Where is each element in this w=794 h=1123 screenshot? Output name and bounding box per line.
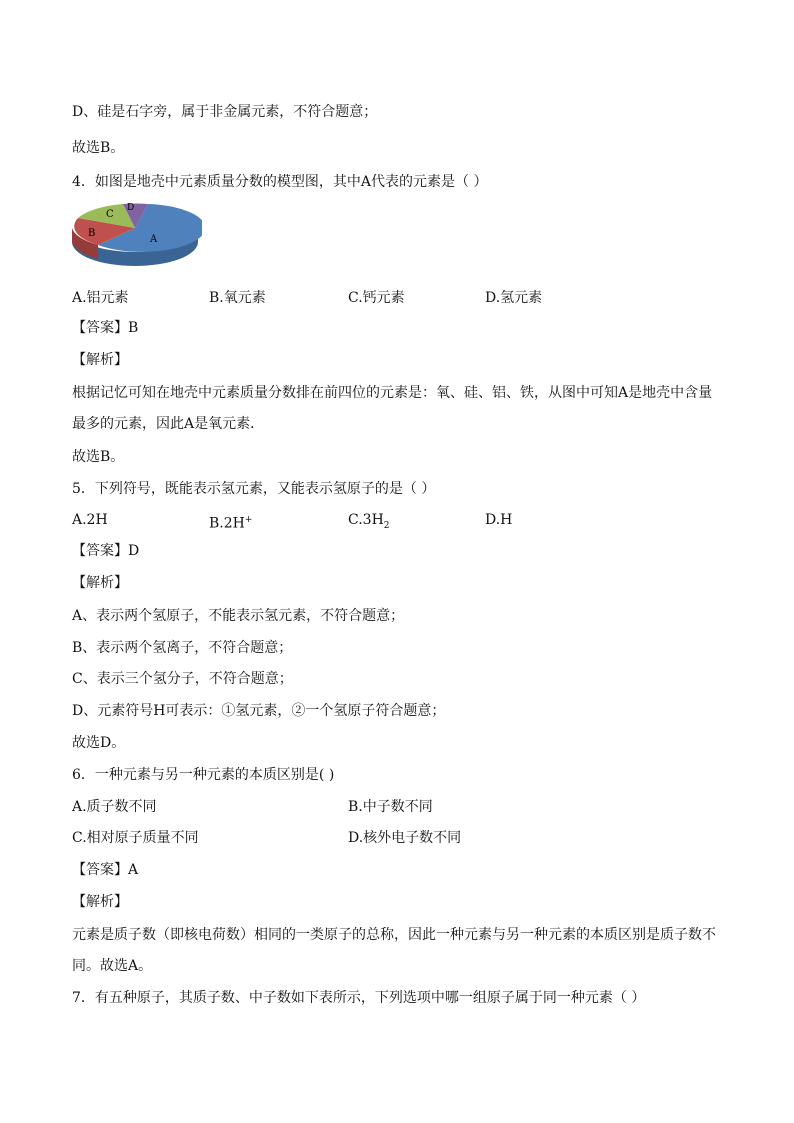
q4-answer: 【答案】B bbox=[72, 320, 139, 336]
q5-option-b-superscript: + bbox=[244, 515, 253, 525]
q7-stem: 7．有五种原子，其质子数、中子数如下表所示，下列选项中哪一组原子属于同一种元素（ ） bbox=[72, 990, 646, 1006]
q5-analysis-line-1: A、表示两个氢原子，不能表示氢元素，不符合题意； bbox=[72, 608, 405, 624]
q5-option-a bbox=[72, 510, 108, 530]
q4-analysis-line-2: 最多的元素，因此A是氧元素． bbox=[72, 416, 265, 432]
q6-answer: 【答案】A bbox=[72, 862, 139, 878]
q6-analysis-title: 【解析】 bbox=[72, 894, 128, 910]
q4-analysis-line-1: 根据记忆可知在地壳中元素质量分数排在前四位的元素是：氧、硅、铝、铁，从图中可知A是地壳中含量 bbox=[72, 385, 713, 401]
q5-option-c bbox=[348, 510, 390, 536]
q4-option-d: D.氢元素 bbox=[485, 290, 543, 306]
q4-pie-chart bbox=[68, 196, 202, 276]
q5-option-a-text: A.2H bbox=[72, 512, 108, 528]
pie-label-c: C bbox=[106, 209, 114, 220]
pie-label-b: B bbox=[88, 228, 96, 239]
q6-option-c: C.相对原子质量不同 bbox=[72, 830, 199, 846]
q5-option-b bbox=[209, 510, 252, 534]
prev-conclusion: 故选B。 bbox=[72, 140, 125, 156]
q5-option-c-subscript: 2 bbox=[383, 520, 390, 531]
q4-stem: 4．如图是地壳中元素质量分数的模型图，其中A代表的元素是（ ） bbox=[72, 174, 488, 190]
q6-stem: 6．一种元素与另一种元素的本质区别是( ) bbox=[72, 767, 335, 783]
q6-option-d: D.核外电子数不同 bbox=[348, 830, 462, 846]
q5-analysis-line-2: B、表示两个氢离子，不符合题意； bbox=[72, 640, 293, 656]
q6-analysis-line-2: 同。故选A。 bbox=[72, 958, 153, 974]
q4-analysis-title: 【解析】 bbox=[72, 352, 128, 368]
q4-conclusion: 故选B。 bbox=[72, 449, 125, 465]
q4-option-c: C.钙元素 bbox=[348, 290, 405, 306]
prev-option-d-analysis: D、硅是石字旁，属于非金属元素，不符合题意； bbox=[72, 104, 378, 120]
q4-option-a: A.铝元素 bbox=[72, 290, 129, 306]
q5-option-c-text: C.3H bbox=[348, 512, 384, 528]
q6-option-b: B.中子数不同 bbox=[348, 799, 433, 815]
q6-analysis-line-1: 元素是质子数（即核电荷数）相同的一类原子的总称，因此一种元素与另一种元素的本质区别是质子数不 bbox=[72, 927, 716, 943]
q5-option-d bbox=[485, 510, 512, 530]
q5-analysis-title: 【解析】 bbox=[72, 575, 128, 591]
q5-analysis-line-3: C、表示三个氢分子，不符合题意； bbox=[72, 671, 293, 687]
pie-label-d: D bbox=[127, 203, 135, 213]
q5-answer: 【答案】D bbox=[72, 543, 140, 559]
q4-option-b: B.氧元素 bbox=[209, 290, 266, 306]
q6-option-a: A.质子数不同 bbox=[72, 799, 157, 815]
q5-stem: 5．下列符号，既能表示氢元素，又能表示氢原子的是（ ） bbox=[72, 481, 436, 497]
q5-analysis-line-4: D、元素符号H可表示：①氢元素，②一个氢原子符合题意； bbox=[72, 703, 446, 719]
q5-conclusion: 故选D。 bbox=[72, 735, 126, 751]
q5-option-b-text: B.2H bbox=[209, 515, 245, 532]
pie-label-a: A bbox=[150, 234, 158, 245]
q5-option-d-text: D.H bbox=[485, 512, 513, 528]
